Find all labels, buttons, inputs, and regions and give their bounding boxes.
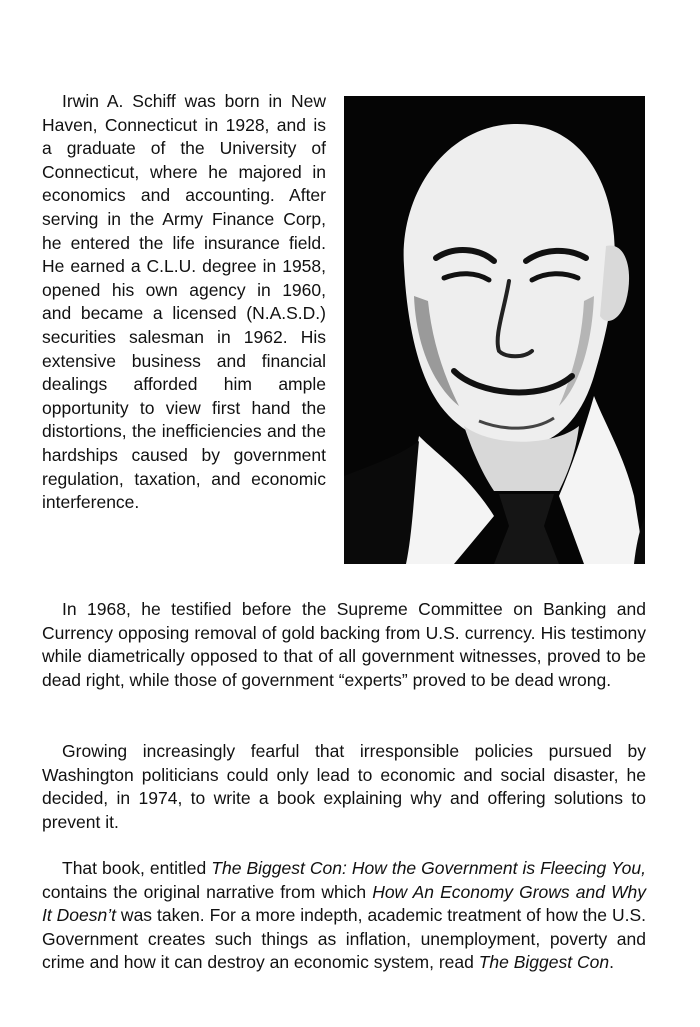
- book-title-biggest-con-full: The Biggest Con: How the Government is Fleecing You,: [211, 858, 646, 878]
- author-bio-paragraph: Irwin A. Schiff was born in New Haven, Connecticut in 1928, and is a graduate of the University of Connecticut, where he majored in economics and accounting. After serving in the Army Finance Corp, he entered the life insurance field. He earned a C.L.U. degree in 1958, opened his own agency in 1960, and became a licensed (N.A.S.D.) securities salesman in 1962. His extensive business and financial dealings afforded him ample opportunity to view first hand the distortions, the inefficiencies and the hardships caused by government regulation, taxation, and economic interference.: [42, 91, 326, 513]
- book-decision-paragraph-block: [42, 740, 646, 834]
- testimony-paragraph: In 1968, he testified before the Supreme Committee on Banking and Currency opposing removal of gold backing from U.S. currency. His testimony while diametrically opposed to that of all government witnesses, proved to be dead right, while those of government “experts” proved to be dead wrong.: [42, 599, 646, 690]
- book-description-paragraph: [42, 857, 646, 975]
- book-title-how-an-economy-grows: How An Economy Grows and Why It Doesn’t: [42, 881, 647, 926]
- book-description-text-4: .: [609, 952, 614, 973]
- testimony-paragraph-block: [42, 598, 646, 692]
- portrait-illustration: [344, 96, 645, 564]
- book-description-paragraph-block: [42, 857, 646, 975]
- author-bio-column: [42, 90, 326, 515]
- book-description-text-3: was taken. For a more indepth, academic treatment of how the U.S. Government creates such things as inflation, unemployment, poverty and crime and how it can destroy an economic system, read: [42, 905, 646, 973]
- book-description-text-1: That book, entitled: [62, 858, 212, 878]
- book-decision-paragraph: Growing increasingly fearful that irresponsible policies pursued by Washington politicians could only lead to economic and social disaster, he decided, in 1974, to write a book explaining why and offering solutions to prevent it.: [42, 741, 646, 832]
- book-title-biggest-con-short: The Biggest Con: [478, 952, 610, 973]
- book-description-text-2: contains the original narrative from which: [42, 881, 373, 902]
- author-portrait-photo: [344, 96, 645, 564]
